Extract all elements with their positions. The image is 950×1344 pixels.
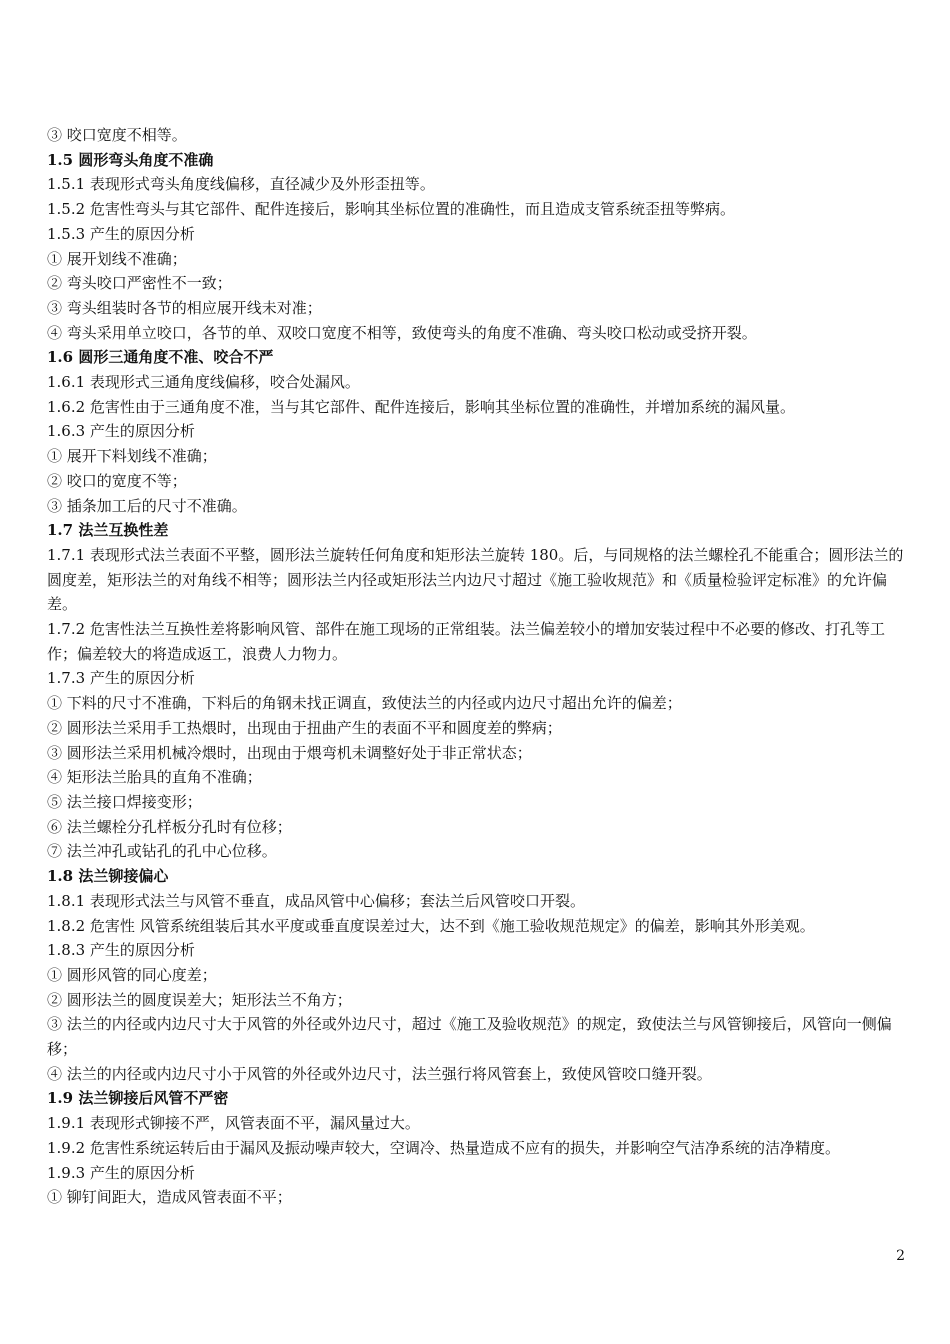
section-heading: 1.5 圆形弯头角度不准确 (47, 150, 214, 169)
paragraph-line: ⑥ 法兰螺栓分孔样板分孔时有位移； (47, 817, 292, 836)
paragraph-line: ③ 弯头组装时各节的相应展开线未对准； (47, 298, 322, 317)
paragraph-line: ⑤ 法兰接口焊接变形； (47, 792, 202, 811)
section-heading: 1.7 法兰互换性差 (47, 521, 169, 540)
paragraph-line: 1.7.3 产生的原因分析 (47, 669, 195, 688)
paragraph-line: 1.8.2 危害性 风管系统组装后其水平度或垂直度误差过大，达不到《施工验收规范规定》的偏差，影响其外形美观。 (47, 916, 815, 935)
paragraph-line: ① 展开下料划线不准确； (47, 447, 217, 466)
document-body (47, 123, 907, 1210)
section-heading: 1.6 圆形三通角度不准、咬合不严 (47, 348, 274, 367)
paragraph-line: 1.6.1 表现形式三通角度线偏移，咬合处漏风。 (47, 373, 360, 392)
paragraph-line: ④ 弯头采用单立咬口，各节的单、双咬口宽度不相等，致使弯头的角度不准确、弯头咬口松动或受挤开裂。 (47, 323, 757, 342)
paragraph-line: 1.8.3 产生的原因分析 (47, 941, 195, 960)
paragraph-line: ① 铆钉间距大，造成风管表面不平； (47, 1188, 292, 1207)
section-heading: 1.9 法兰铆接后风管不严密 (47, 1089, 229, 1108)
paragraph-line: ② 弯头咬口严密性不一致； (47, 274, 232, 293)
paragraph-line: 1.8.1 表现形式法兰与风管不垂直，成品风管中心偏移；套法兰后风管咬口开裂。 (47, 891, 585, 910)
paragraph-line: 1.5.3 产生的原因分析 (47, 224, 195, 243)
paragraph-line: 1.7.2 危害性法兰互换性差将影响风管、部件在施工现场的正常组装。法兰偏差较小的增加安装过程中不必要的修改、打孔等工作；偏差较大的将造成返工，浪费人力物力。 (47, 620, 885, 663)
paragraph-line: ③ 法兰的内径或内边尺寸大于风管的外径或外边尺寸，超过《施工及验收规范》的规定，致使法兰与风管铆接后，风管向一侧偏移； (47, 1015, 892, 1059)
paragraph-line: 1.9.3 产生的原因分析 (47, 1163, 195, 1182)
paragraph-line: 1.6.2 危害性由于三通角度不准，当与其它部件、配件连接后，影响其坐标位置的准确性，并增加系统的漏风量。 (47, 397, 795, 416)
paragraph-line: ④ 矩形法兰胎具的直角不准确； (47, 768, 262, 787)
paragraph-line: 1.5.2 危害性弯头与其它部件、配件连接后，影响其坐标位置的准确性，而且造成支管系统歪扭等弊病。 (47, 200, 735, 219)
section-heading: 1.8 法兰铆接偏心 (47, 867, 169, 886)
paragraph-line: ⑦ 法兰冲孔或钻孔的孔中心位移。 (47, 842, 277, 861)
paragraph-line: ③ 插条加工后的尺寸不准确。 (47, 496, 247, 515)
paragraph-line: ② 圆形法兰的圆度误差大；矩形法兰不角方； (47, 990, 352, 1009)
paragraph-line: 1.7.1 表现形式法兰表面不平整，圆形法兰旋转任何角度和矩形法兰旋转 180。后，与同规格的法兰螺栓孔不能重合；圆形法兰的圆度差，矩形法兰的对角线不相等；圆形法兰内径或矩形法兰内边尺寸超过《施工验收规范》和《质量检验评定标准》的允许偏差。 (47, 545, 904, 614)
paragraph-line: ① 下料的尺寸不准确，下料后的角钢未找正调直，致使法兰的内径或内边尺寸超出允许的偏差； (47, 694, 682, 713)
paragraph-line: ③ 咬口宽度不相等。 (47, 126, 187, 144)
paragraph-line: ① 圆形风管的同心度差； (47, 965, 217, 984)
paragraph-line: ② 圆形法兰采用手工热煨时，出现由于扭曲产生的表面不平和圆度差的弊病； (47, 718, 562, 737)
page-number: 2 (896, 1248, 905, 1264)
paragraph-line: 1.9.1 表现形式铆接不严，风管表面不平，漏风量过大。 (47, 1114, 420, 1133)
paragraph-line: 1.5.1 表现形式弯头角度线偏移，直径减少及外形歪扭等。 (47, 175, 435, 194)
paragraph-line: ③ 圆形法兰采用机械冷煨时，出现由于煨弯机未调整好处于非正常状态； (47, 743, 532, 762)
paragraph-line: 1.9.2 危害性系统运转后由于漏风及振动噪声较大，空调冷、热量造成不应有的损失，并影响空气洁净系统的洁净精度。 (47, 1138, 840, 1157)
paragraph-line: 1.6.3 产生的原因分析 (47, 422, 195, 441)
paragraph-line: ④ 法兰的内径或内边尺寸小于风管的外径或外边尺寸，法兰强行将风管套上，致使风管咬口缝开裂。 (47, 1064, 712, 1083)
paragraph-line: ② 咬口的宽度不等； (47, 471, 187, 490)
paragraph-line: ① 展开划线不准确； (47, 249, 187, 268)
